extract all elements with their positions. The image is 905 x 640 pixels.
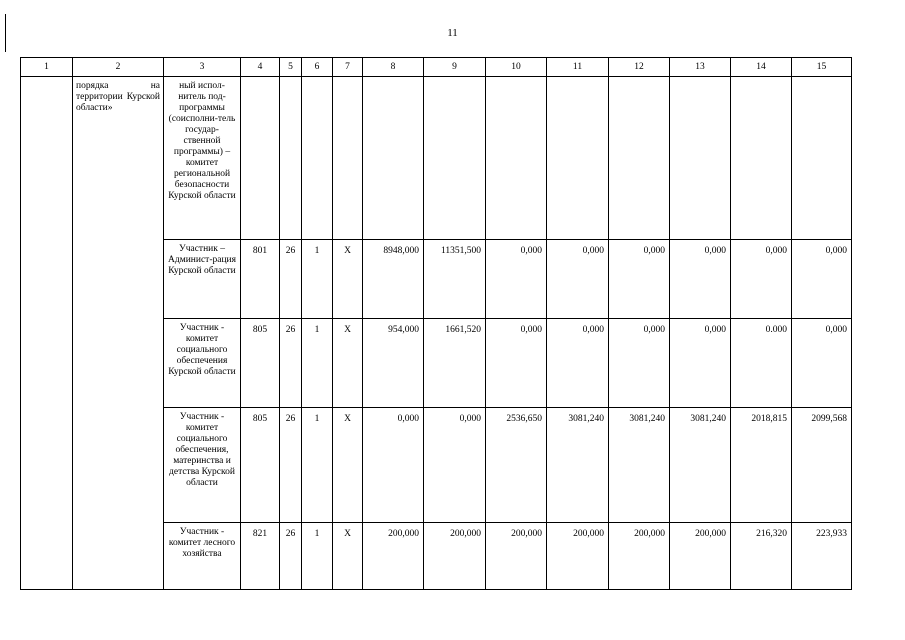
code-cell: 805 [241, 319, 280, 408]
amount-cell: 0,000 [731, 240, 792, 319]
header-cell: 3 [164, 58, 241, 77]
amount-cell: 2018,815 [731, 408, 792, 523]
amount-cell: 0,000 [792, 240, 852, 319]
amount-cell: 0,000 [547, 319, 609, 408]
amount-cell: 8948,000 [363, 240, 424, 319]
amount-cell: 200,000 [547, 523, 609, 590]
header-cell: 13 [670, 58, 731, 77]
header-cell: 15 [792, 58, 852, 77]
program-name-cell: порядка на территории Курской области» [73, 77, 164, 590]
code-cell: Х [333, 319, 363, 408]
amount-cell: 0,000 [547, 240, 609, 319]
header-cell: 7 [333, 58, 363, 77]
amount-cell: 216,320 [731, 523, 792, 590]
header-cell: 12 [609, 58, 670, 77]
code-cell: 26 [280, 319, 302, 408]
header-cell: 11 [547, 58, 609, 77]
code-cell: 26 [280, 240, 302, 319]
code-cell: Х [333, 240, 363, 319]
empty-cell [486, 77, 547, 240]
amount-cell: 0,000 [792, 319, 852, 408]
page-number: 11 [447, 27, 458, 39]
participant-cell: Участник - комитет социального обеспечения, материнства и детства Курской области [164, 408, 241, 523]
amount-cell: 200,000 [424, 523, 486, 590]
code-cell: 805 [241, 408, 280, 523]
empty-cell [302, 77, 333, 240]
header-cell: 4 [241, 58, 280, 77]
empty-cell [241, 77, 280, 240]
participant-cell: Участник – Админист-рация Курской области [164, 240, 241, 319]
amount-cell: 954,000 [363, 319, 424, 408]
participant-cell: Участник - комитет лесного хозяйства [164, 523, 241, 590]
amount-cell: 0,000 [670, 240, 731, 319]
empty-cell [280, 77, 302, 240]
executor-cell: ный испол-нитель под-программы (соисполни-тель государ-ственной программы) – комитет региональной безопасности Курской области [164, 77, 241, 240]
amount-cell: 200,000 [670, 523, 731, 590]
amount-cell: 223,933 [792, 523, 852, 590]
amount-cell: 0,000 [424, 408, 486, 523]
header-cell: 6 [302, 58, 333, 77]
amount-cell: 3081,240 [609, 408, 670, 523]
amount-cell: 0,000 [609, 319, 670, 408]
header-cell: 2 [73, 58, 164, 77]
header-cell: 14 [731, 58, 792, 77]
code-cell: 1 [302, 319, 333, 408]
amount-cell: 2099,568 [792, 408, 852, 523]
amount-cell: 200,000 [609, 523, 670, 590]
code-cell: 26 [280, 408, 302, 523]
code-cell: 821 [241, 523, 280, 590]
empty-cell [363, 77, 424, 240]
amount-cell: 3081,240 [670, 408, 731, 523]
code-cell: 1 [302, 523, 333, 590]
amount-cell: 0,000 [486, 240, 547, 319]
amount-cell: 0,000 [609, 240, 670, 319]
code-cell: 1 [302, 240, 333, 319]
amount-cell: 0,000 [670, 319, 731, 408]
amount-cell: 11351,500 [424, 240, 486, 319]
header-cell: 9 [424, 58, 486, 77]
col1-empty-cell [21, 77, 73, 590]
empty-cell [424, 77, 486, 240]
code-cell: Х [333, 408, 363, 523]
table-row [21, 77, 852, 240]
code-cell: Х [333, 523, 363, 590]
amount-cell: 200,000 [363, 523, 424, 590]
header-cell: 1 [21, 58, 73, 77]
amount-cell: 0,000 [363, 408, 424, 523]
header-cell: 8 [363, 58, 424, 77]
budget-table [20, 57, 852, 590]
amount-cell: 200,000 [486, 523, 547, 590]
header-cell: 10 [486, 58, 547, 77]
header-cell: 5 [280, 58, 302, 77]
empty-cell [731, 77, 792, 240]
participant-cell: Участник - комитет социального обеспечения Курской области [164, 319, 241, 408]
amount-cell: 0.000 [731, 319, 792, 408]
empty-cell [792, 77, 852, 240]
code-cell: 26 [280, 523, 302, 590]
amount-cell: 3081,240 [547, 408, 609, 523]
empty-cell [547, 77, 609, 240]
header-row [21, 58, 852, 77]
code-cell: 801 [241, 240, 280, 319]
empty-cell [670, 77, 731, 240]
empty-cell [333, 77, 363, 240]
amount-cell: 0,000 [486, 319, 547, 408]
amount-cell: 1661,520 [424, 319, 486, 408]
empty-cell [609, 77, 670, 240]
amount-cell: 2536,650 [486, 408, 547, 523]
code-cell: 1 [302, 408, 333, 523]
